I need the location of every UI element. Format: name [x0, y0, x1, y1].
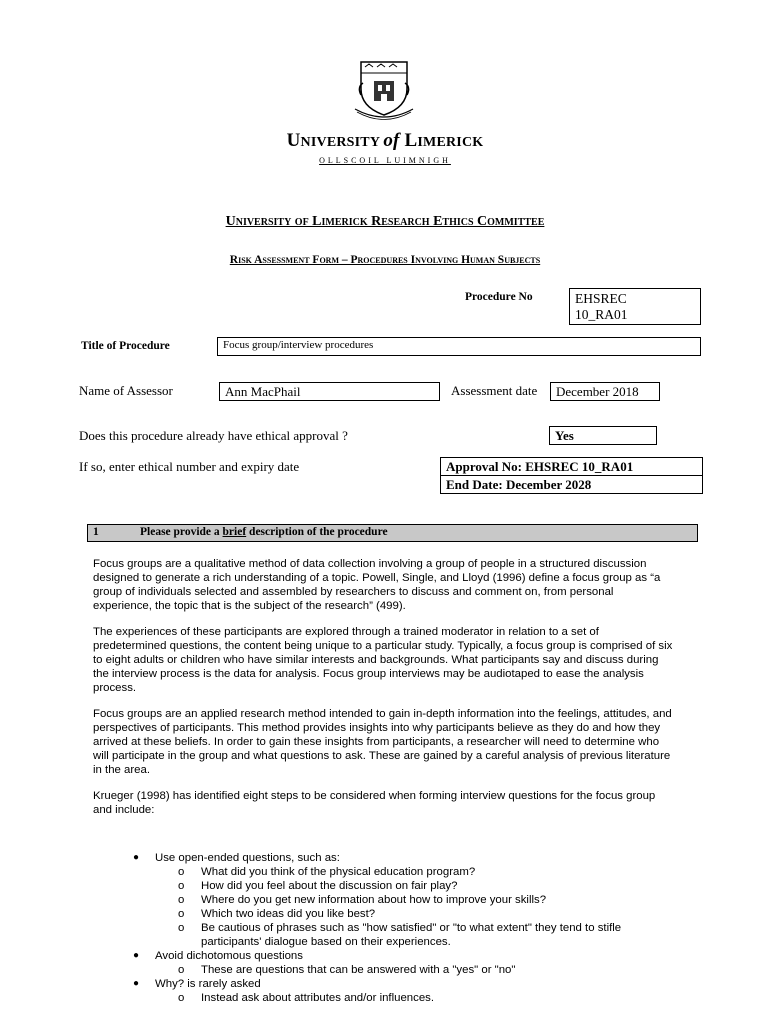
- list-item: ● Why? is rarely asked: [133, 978, 261, 990]
- bullet-icon: ●: [133, 852, 140, 863]
- list-item: ● Avoid dichotomous questions: [133, 950, 303, 962]
- approval-end-date: End Date: December 2028: [446, 477, 592, 492]
- circle-bullet-icon: o: [178, 866, 185, 878]
- assessor-value: Ann MacPhail: [225, 384, 301, 399]
- paragraph-3: Focus groups are an applied research method intended to gain in-depth information into the feelings, attitudes, and perspectives of participants. This method provides insights into why participants believe as they do and how they arrived at these beliefs. In order to gain these insights from participants, a researcher will need to determine who will participate in the group and what questions to ask. These are gained by a careful analysis of previous literature in the area.: [93, 708, 672, 776]
- university-name: UNIVERSITY of LIMERICK: [286, 130, 484, 151]
- bullet-icon: ●: [133, 950, 140, 961]
- title-of-procedure-field[interactable]: [217, 337, 701, 356]
- question-guidelines-list: [93, 851, 693, 1005]
- circle-bullet-icon: o: [178, 964, 185, 976]
- sub-list-item: o How did you feel about the discussion on fair play?: [178, 880, 458, 892]
- assessor-label: Name of Assessor: [79, 383, 173, 398]
- sub-list-item: o What did you think of the physical education program?: [178, 866, 476, 878]
- sub-list-item: o Instead ask about attributes and/or influences.: [178, 992, 435, 1004]
- ethical-approval-question: Does this procedure already have ethical approval ?: [79, 428, 348, 443]
- circle-bullet-icon: o: [178, 880, 185, 892]
- procedure-no-label: Procedure No: [465, 291, 533, 303]
- university-crest-logo: [349, 59, 419, 121]
- procedure-no-value-line2: 10_RA01: [575, 307, 628, 322]
- sub-list-item: o Be cautious of phrases such as "how satisfied" or "to what extent" they tend to stifle participants' dialogue based on their experiences.: [178, 922, 622, 948]
- assessment-date-field[interactable]: [550, 382, 660, 401]
- title-of-procedure-value: Focus group/interview procedures: [223, 339, 374, 351]
- procedure-no-value-line1: EHSREC: [575, 291, 627, 306]
- list-item: ● Use open-ended questions, such as:: [133, 852, 340, 864]
- sub-list-item: o Where do you get new information about how to improve your skills?: [178, 894, 547, 906]
- paragraph-4: Krueger (1998) has identified eight steps to be considered when forming interview questions for the focus group and include:: [93, 790, 656, 816]
- sub-list-item: o These are questions that can be answered with a "yes" or "no": [178, 964, 516, 976]
- form-title: Risk Assessment Form – Procedures Involving Human Subjects: [229, 254, 541, 266]
- circle-bullet-icon: o: [178, 922, 185, 934]
- section-1-number: 1: [93, 526, 99, 538]
- circle-bullet-icon: o: [178, 992, 185, 1004]
- approval-number: Approval No: EHSREC 10_RA01: [441, 458, 702, 476]
- section-1-header: [87, 524, 698, 542]
- committee-title: University of Limerick Research Ethics Committee: [225, 214, 545, 229]
- circle-bullet-icon: o: [178, 894, 185, 906]
- ethical-number-label: If so, enter ethical number and expiry date: [79, 459, 300, 474]
- assessment-date-label: Assessment date: [451, 383, 538, 398]
- sub-list-item: o Which two ideas did you like best?: [178, 908, 376, 920]
- ethical-approval-answer: Yes: [555, 428, 574, 443]
- procedure-no-field[interactable]: [569, 288, 701, 325]
- paragraph-1: Focus groups are a qualitative method of data collection involving a group of people in a structured discussion designed to generate a rich understanding of a topic. Powell, Single, and Lloyd (1996) define a focus group as “a group of individuals selected and assembled by researchers to discuss and comment on, from personal experience, the topic that is the subject of the research” (499).: [93, 558, 661, 612]
- paragraph-2: The experiences of these participants are explored through a trained moderator in relation to a set of predetermined questions, the content being unique to a particular study. Typically, a focus group is comprised of six to eight adults or children who have similar interests and backgrounds. What participants say and discuss during the interview process is the data for analysis. Focus group interviews may be audiotaped to ease the analysis process.: [93, 626, 673, 694]
- assessor-field[interactable]: [219, 382, 440, 401]
- ethical-number-field[interactable]: [440, 457, 703, 494]
- ethical-approval-answer-field[interactable]: [549, 426, 657, 445]
- title-of-procedure-label: Title of Procedure: [81, 340, 170, 352]
- university-irish-name: OLLSCOIL LUIMNIGH: [319, 156, 451, 165]
- bullet-icon: ●: [133, 978, 140, 989]
- assessment-date-value: December 2018: [556, 384, 639, 399]
- circle-bullet-icon: o: [178, 908, 185, 920]
- procedure-description: [93, 557, 673, 829]
- section-1-heading: Please provide a brief description of the procedure: [140, 526, 388, 538]
